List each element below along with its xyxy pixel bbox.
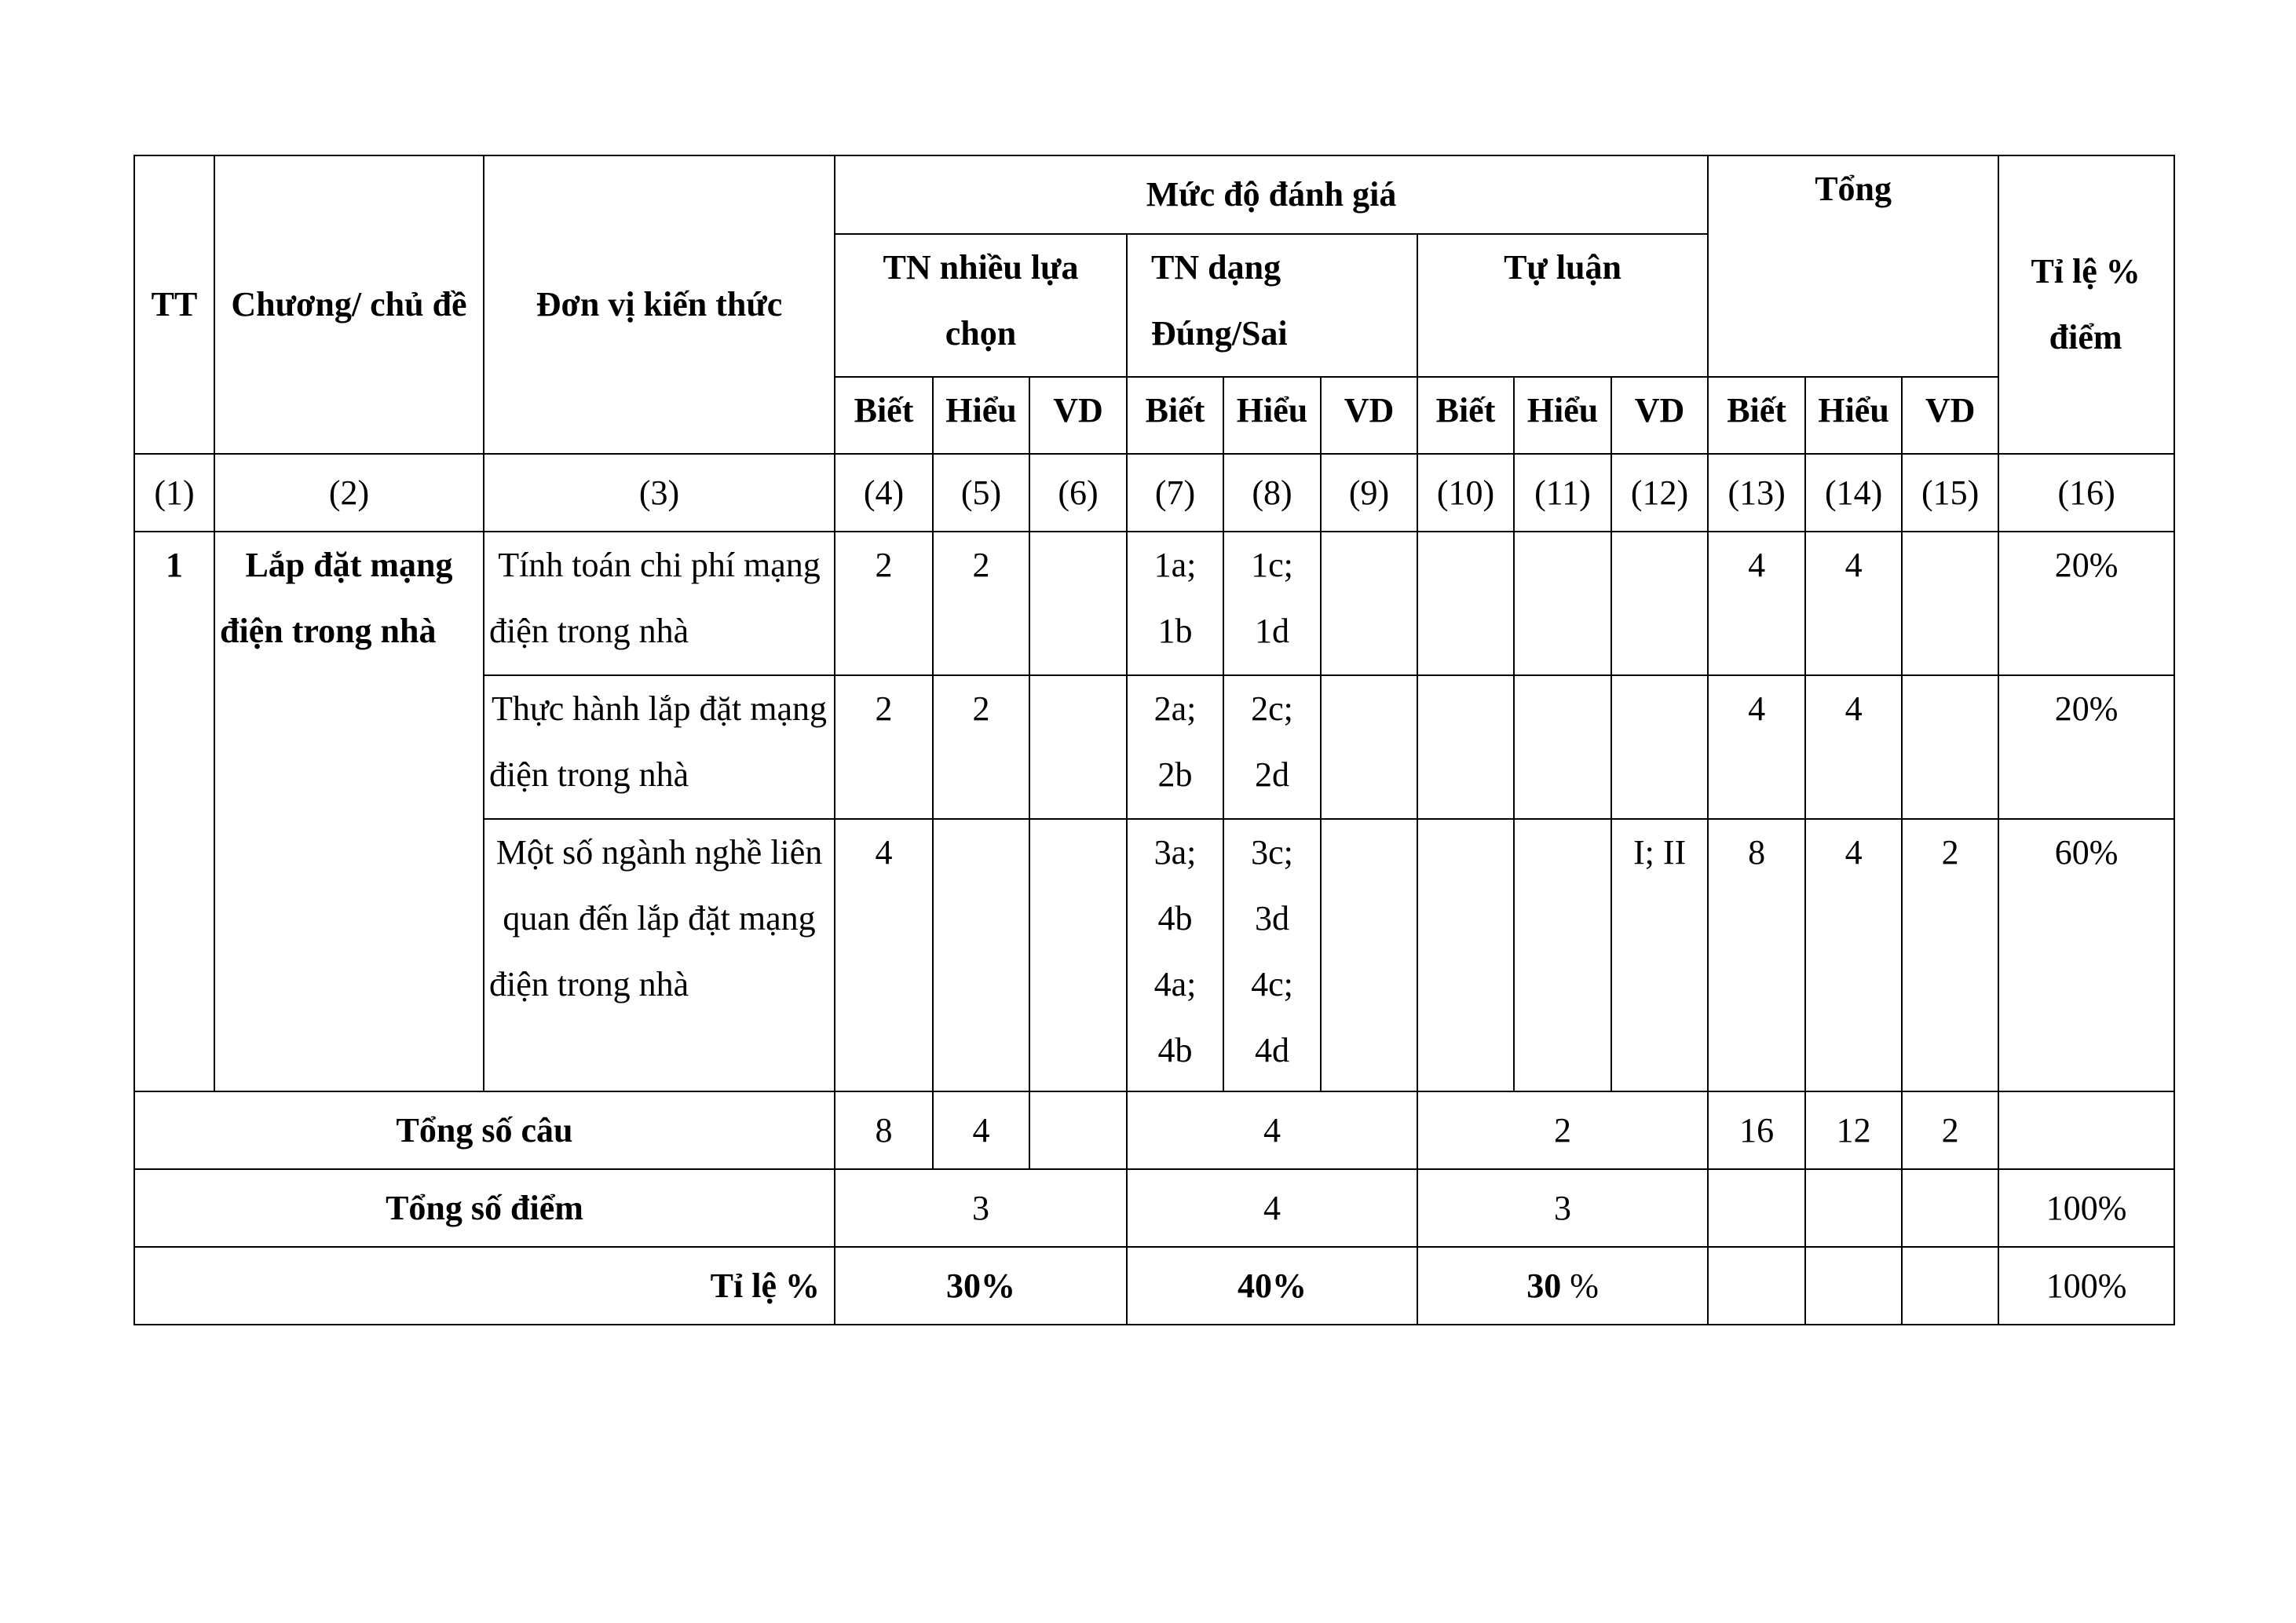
summary-total-hieu: 12 [1805,1091,1902,1169]
ratio-cell: 20% [1998,675,2174,819]
summary-tn-biet: 8 [835,1091,933,1169]
tn-hieu-cell: 2 [933,532,1029,675]
ds-item: 4b [1157,1031,1193,1069]
tl-vd-cell [1611,532,1708,675]
level-tl-hieu: Hiểu [1514,377,1611,454]
tn-vd-cell [1029,675,1127,819]
header-ratio [1998,155,2174,454]
summary-tn-hieu: 4 [933,1091,1029,1169]
ds-item: 3c; [1251,833,1293,872]
tn-vd-cell [1029,532,1127,675]
ds-hieu-cell [1223,532,1321,675]
total-hieu-cell: 4 [1805,532,1902,675]
level-total-hieu: Hiểu [1805,377,1902,454]
col-number: (13) [1708,454,1805,532]
header-unit: Đơn vị kiến thức [484,155,835,454]
tn-vd-cell [1029,819,1127,1091]
ds-item: 4a; [1153,965,1197,1003]
header-total: Tổng [1708,155,1998,377]
topic-name: Lắp đặt mạng điện trong nhà [214,532,484,1091]
header-tt: TT [134,155,214,454]
tl-hieu-cell [1514,819,1611,1091]
total-hieu-cell: 4 [1805,675,1902,819]
col-number: (14) [1805,454,1902,532]
summary-total-hieu [1805,1169,1902,1247]
tl-vd-cell [1611,675,1708,819]
level-ds-vd: VD [1321,377,1417,454]
summary-tl: 2 [1417,1091,1708,1169]
ds-hieu-cell [1223,819,1321,1091]
ds-item: 2a; [1153,689,1197,728]
summary-label: Tổng số câu [134,1091,835,1169]
unit-cell: Một số ngành nghề liên quan đến lắp đặt mạng điện trong nhà [484,819,835,1091]
col-number: (9) [1321,454,1417,532]
col-number: (5) [933,454,1029,532]
ds-vd-cell [1321,532,1417,675]
col-number: (12) [1611,454,1708,532]
unit-cell: Thực hành lắp đặt mạng điện trong nhà [484,675,835,819]
col-number: (8) [1223,454,1321,532]
total-hieu-cell: 4 [1805,819,1902,1091]
col-number: (6) [1029,454,1127,532]
summary-total-biet [1708,1169,1805,1247]
tl-biet-cell [1417,675,1514,819]
header-group-true-false: TN dạng Đúng/Sai [1127,234,1417,377]
summary-total-hieu [1805,1247,1902,1325]
ds-item: 1b [1157,612,1193,650]
header-group-multiple-choice: TN nhiều lựa chọn [835,234,1127,377]
ds-item: 2b [1157,755,1193,794]
summary-label: Tổng số điểm [134,1169,835,1247]
ratio-cell: 20% [1998,532,2174,675]
col-number: (1) [134,454,214,532]
total-biet-cell: 4 [1708,675,1805,819]
summary-total-vd [1902,1169,1998,1247]
unit-cell: Tính toán chi phí mạng điện trong nhà [484,532,835,675]
summary-tl [1417,1247,1708,1325]
header-assessment-level: Mức độ đánh giá [835,155,1708,234]
ds-item: 1c; [1251,546,1293,584]
summary-tn-vd [1029,1091,1127,1169]
ds-item: 2c; [1251,689,1293,728]
summary-ds: 4 [1127,1169,1417,1247]
total-biet-cell: 4 [1708,532,1805,675]
tn-hieu-cell [933,819,1029,1091]
col-number: (2) [214,454,484,532]
level-tl-biet: Biết [1417,377,1514,454]
header-group-essay: Tự luận [1417,234,1708,377]
level-tn-vd: VD [1029,377,1127,454]
tl-vd-cell: I; II [1611,819,1708,1091]
ds-biet-cell [1127,819,1223,1091]
level-ds-biet: Biết [1127,377,1223,454]
ds-item: 1a; [1153,546,1197,584]
col-number: (7) [1127,454,1223,532]
total-biet-cell: 8 [1708,819,1805,1091]
table-row [134,532,2174,675]
tn-biet-cell: 2 [835,675,933,819]
level-tn-hieu: Hiểu [933,377,1029,454]
summary-ds: 4 [1127,1091,1417,1169]
col-number: (15) [1902,454,1998,532]
level-total-vd: VD [1902,377,1998,454]
summary-ratio: 100% [1998,1247,2174,1325]
tl-biet-cell [1417,819,1514,1091]
summary-total-vd: 2 [1902,1091,1998,1169]
assessment-matrix-table [133,155,2175,1325]
ds-item: 2d [1255,755,1289,794]
ds-biet-cell [1127,675,1223,819]
summary-row-points [134,1169,2174,1247]
level-total-biet: Biết [1708,377,1805,454]
summary-row-percent [134,1247,2174,1325]
summary-ratio: 100% [1998,1169,2174,1247]
level-ds-hieu: Hiểu [1223,377,1321,454]
ds-item: 3a; [1153,833,1197,872]
ds-item: 3d [1255,899,1289,938]
header-ratio-text: Tỉ lệ % điểm [2031,252,2141,356]
ds-vd-cell [1321,675,1417,819]
ds-biet-cell [1127,532,1223,675]
summary-tl-unit: % [1561,1266,1599,1305]
summary-total-biet [1708,1247,1805,1325]
tn-biet-cell: 2 [835,532,933,675]
summary-ds: 40% [1127,1247,1417,1325]
total-vd-cell [1902,675,1998,819]
summary-total-vd [1902,1247,1998,1325]
summary-ratio [1998,1091,2174,1169]
summary-tn: 30% [835,1247,1127,1325]
ds-hieu-cell [1223,675,1321,819]
ds-item: 1d [1255,612,1289,650]
tl-hieu-cell [1514,675,1611,819]
ratio-cell: 60% [1998,819,2174,1091]
topic-index: 1 [134,532,214,1091]
ds-item: 4d [1255,1031,1289,1069]
header-chapter: Chương/ chủ đề [214,155,484,454]
col-number: (4) [835,454,933,532]
ds-vd-cell [1321,819,1417,1091]
level-tn-biet: Biết [835,377,933,454]
ds-item: 4b [1157,899,1193,938]
level-tl-vd: VD [1611,377,1708,454]
tl-biet-cell [1417,532,1514,675]
col-number: (16) [1998,454,2174,532]
summary-tn: 3 [835,1169,1127,1247]
summary-tl-value: 30 [1526,1266,1562,1305]
tl-hieu-cell [1514,532,1611,675]
summary-tl: 3 [1417,1169,1708,1247]
col-number: (10) [1417,454,1514,532]
summary-total-biet: 16 [1708,1091,1805,1169]
tn-hieu-cell: 2 [933,675,1029,819]
total-vd-cell [1902,532,1998,675]
tn-biet-cell: 4 [835,819,933,1091]
total-vd-cell: 2 [1902,819,1998,1091]
summary-row-questions [134,1091,2174,1169]
ds-item: 4c; [1251,965,1293,1003]
summary-label: Tỉ lệ % [134,1247,835,1325]
col-number: (3) [484,454,835,532]
col-number: (11) [1514,454,1611,532]
